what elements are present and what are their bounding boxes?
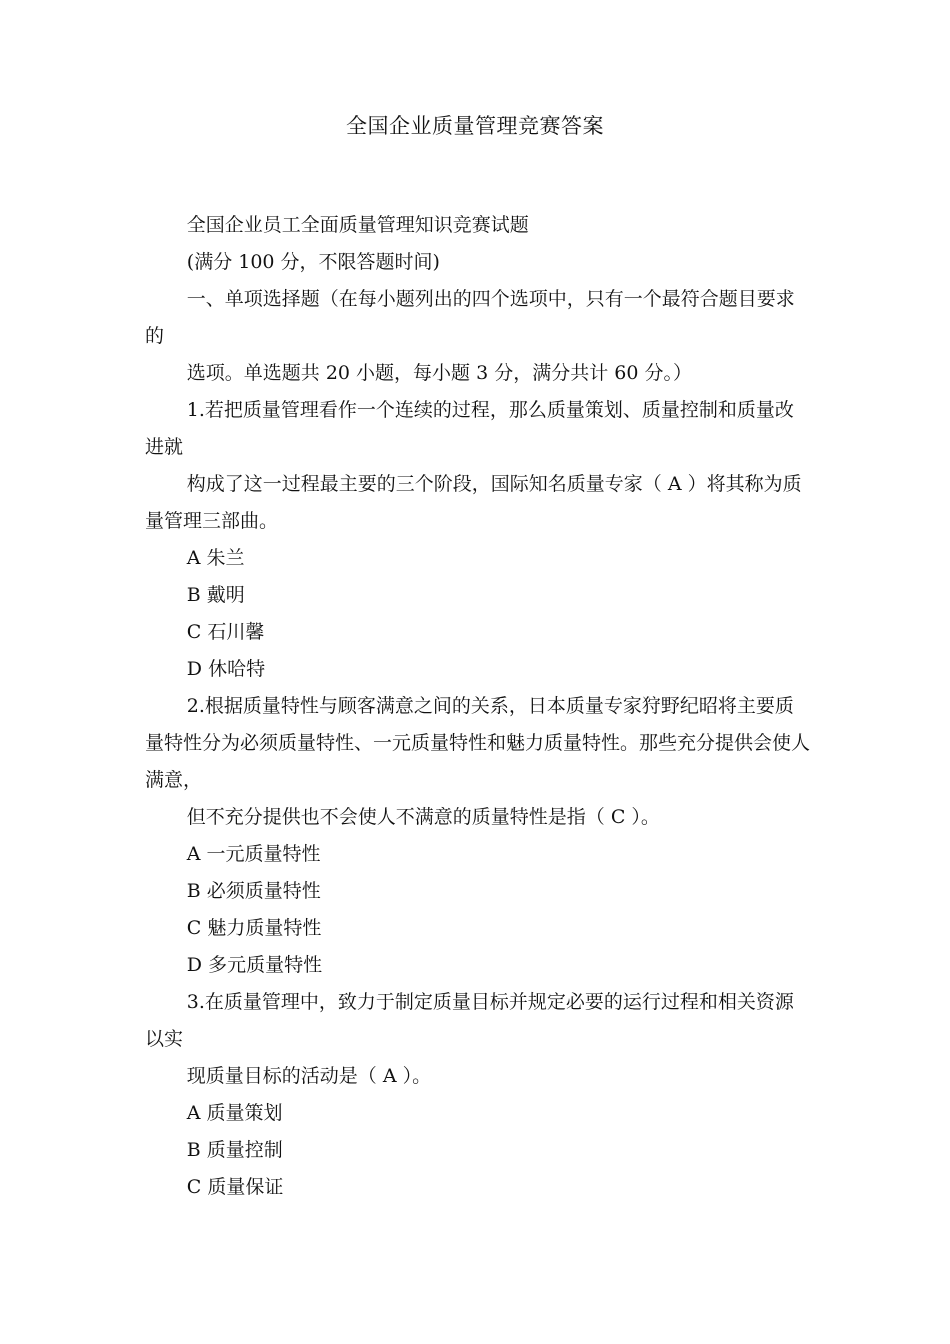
question-2-option-a: A 一元质量特性 <box>186 843 321 865</box>
document-body <box>145 207 810 1206</box>
section-heading: 一、单项选择题（在每小题列出的四个选项中，只有一个最符合题目要求的 <box>145 288 795 347</box>
question-3-option-a: A 质量策划 <box>186 1102 283 1124</box>
section-heading-continued: 选项。单选题共 20 小题，每小题 3 分，满分共计 60 分。） <box>186 362 692 384</box>
document-title: 全国企业质量管理竞赛答案 <box>346 114 604 138</box>
question-3-option-b: B 质量控制 <box>186 1139 283 1161</box>
question-1-option-c: C 石川馨 <box>186 621 265 643</box>
question-2-option-c: C 魅力质量特性 <box>186 917 322 939</box>
score-note: (满分 100 分，不限答题时间) <box>186 251 440 273</box>
question-1-option-b: B 戴明 <box>186 584 245 606</box>
question-2-option-d: D 多元质量特性 <box>186 954 323 976</box>
question-1-stem: 1.若把质量管理看作一个连续的过程，那么质量策划、质量控制和质量改进就 <box>145 399 794 458</box>
question-3-stem-continued: 现质量目标的活动是（ A ）。 <box>186 1065 432 1087</box>
question-2-option-b: B 必须质量特性 <box>186 880 321 902</box>
question-1-option-d: D 休哈特 <box>186 658 266 680</box>
question-2-stem-continued: 但不充分提供也不会使人不满意的质量特性是指（ C ）。 <box>186 806 660 828</box>
question-1-stem-continued: 构成了这一过程最主要的三个阶段，国际知名质量专家（ A ）将其称为质量管理三部曲。 <box>145 473 802 532</box>
question-1-option-a: A 朱兰 <box>186 547 245 569</box>
quiz-subtitle: 全国企业员工全面质量管理知识竞赛试题 <box>186 214 529 236</box>
question-3-stem: 3.在质量管理中，致力于制定质量目标并规定必要的运行过程和相关资源以实 <box>145 991 794 1050</box>
question-2-stem: 2.根据质量特性与顾客满意之间的关系，日本质量专家狩野纪昭将主要质量特性分为必须质量特性、一元质量特性和魅力质量特性。那些充分提供会使人满意， <box>145 695 811 791</box>
question-3-option-c: C 质量保证 <box>186 1176 284 1198</box>
